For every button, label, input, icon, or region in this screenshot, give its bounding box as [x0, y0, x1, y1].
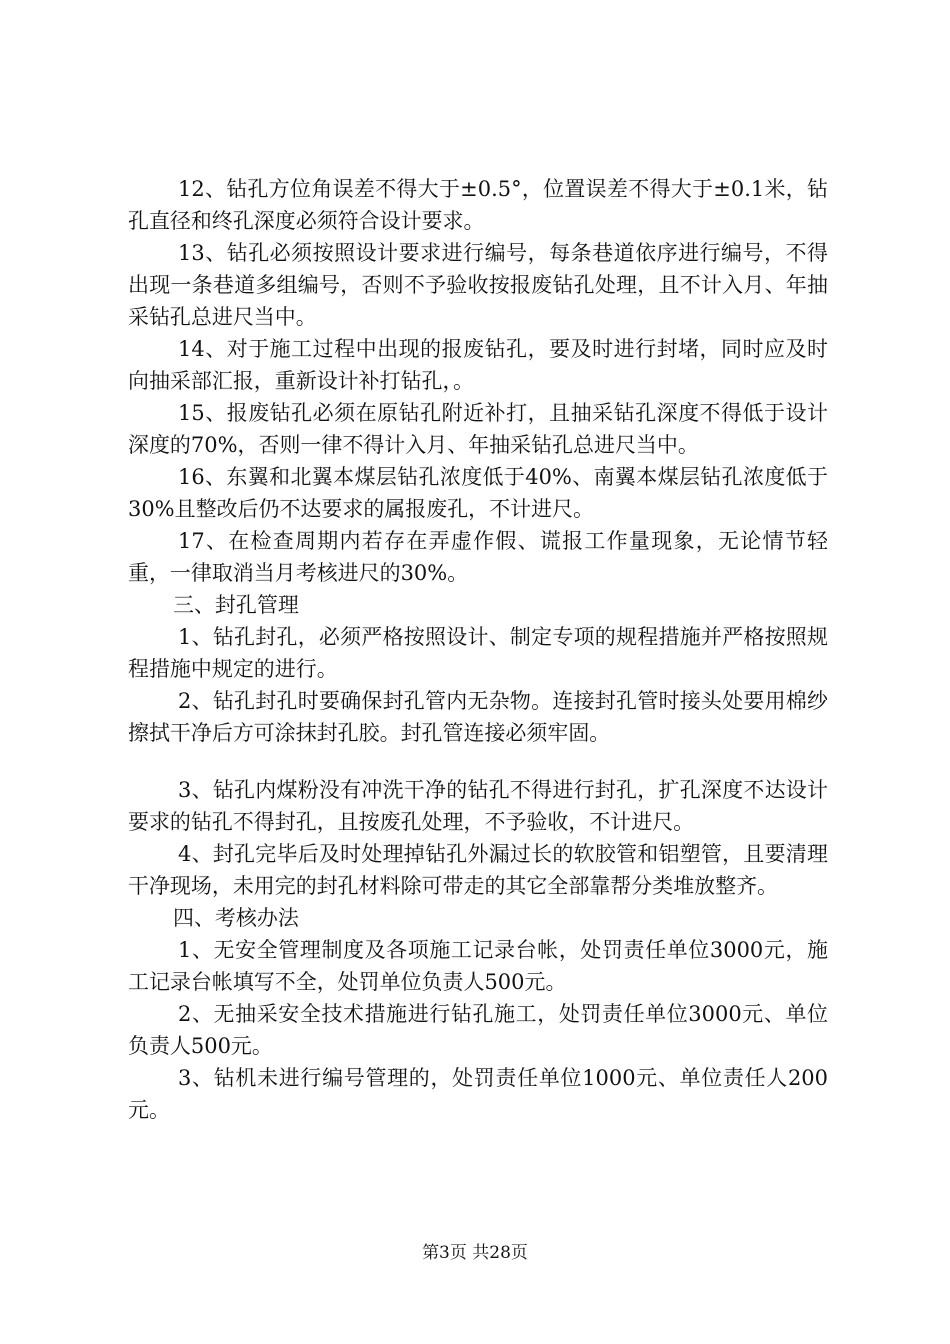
assessment-item-2: 2、无抽采安全技术措施进行钻孔施工，处罚责任单位3000元、单位负责人500元。	[128, 1002, 828, 1059]
paragraph-13: 13、钻孔必须按照设计要求进行编号，每条巷道依序进行编号，不得出现一条巷道多组编号，否则不予验收按报废钻孔处理，且不计入月、年抽采钻孔总进尺当中。	[128, 241, 828, 329]
page-footer: 第3页 共28页	[422, 1243, 528, 1263]
assessment-item-1: 1、无安全管理制度及各项施工记录台帐，处罚责任单位3000元，施工记录台帐填写不全，处罚单位负责人500元。	[128, 938, 828, 995]
section-heading-assessment: 四、考核办法	[173, 906, 299, 931]
sealing-item-3: 3、钻孔内煤粉没有冲洗干净的钻孔不得进行封孔，扩孔深度不达设计要求的钻孔不得封孔，且按废孔处理，不予验收，不计进尺。	[128, 778, 828, 835]
sealing-item-2: 2、钻孔封孔时要确保封孔管内无杂物。连接封孔管时接头处要用棉纱擦拭干净后方可涂抹封孔胶。封孔管连接必须牢固。	[128, 689, 828, 745]
paragraph-12: 12、钻孔方位角误差不得大于±0.5°，位置误差不得大于±0.1米，钻孔直径和终孔深度必须符合设计要求。	[128, 177, 828, 233]
paragraph-14: 14、对于施工过程中出现的报废钻孔，要及时进行封堵，同时应及时向抽采部汇报，重新设计补打钻孔，。	[128, 337, 828, 393]
assessment-item-3: 3、钻机未进行编号管理的，处罚责任单位1000元、单位责任人200元。	[128, 1066, 828, 1123]
section-heading-sealing: 三、封孔管理	[173, 593, 299, 617]
sealing-item-1: 1、钻孔封孔，必须严格按照设计、制定专项的规程措施并严格按照规程措施中规定的进行。	[128, 625, 828, 681]
paragraph-16: 16、东翼和北翼本煤层钻孔浓度低于40%、南翼本煤层钻孔浓度低于30%且整改后仍不达要求的属报废孔，不计进尺。	[128, 465, 828, 521]
paragraph-17: 17、在检查周期内若存在弄虚作假、谎报工作量现象，无论情节轻重，一律取消当月考核进尺的30%。	[128, 529, 828, 585]
sealing-item-4: 4、封孔完毕后及时处理掉钻孔外漏过长的软胶管和铝塑管，且要清理干净现场，未用完的封孔材料除可带走的其它全部靠帮分类堆放整齐。	[128, 842, 828, 899]
paragraph-15: 15、报废钻孔必须在原钻孔附近补打，且抽采钻孔深度不得低于设计深度的70%，否则一律不得计入月、年抽采钻孔总进尺当中。	[128, 401, 828, 457]
